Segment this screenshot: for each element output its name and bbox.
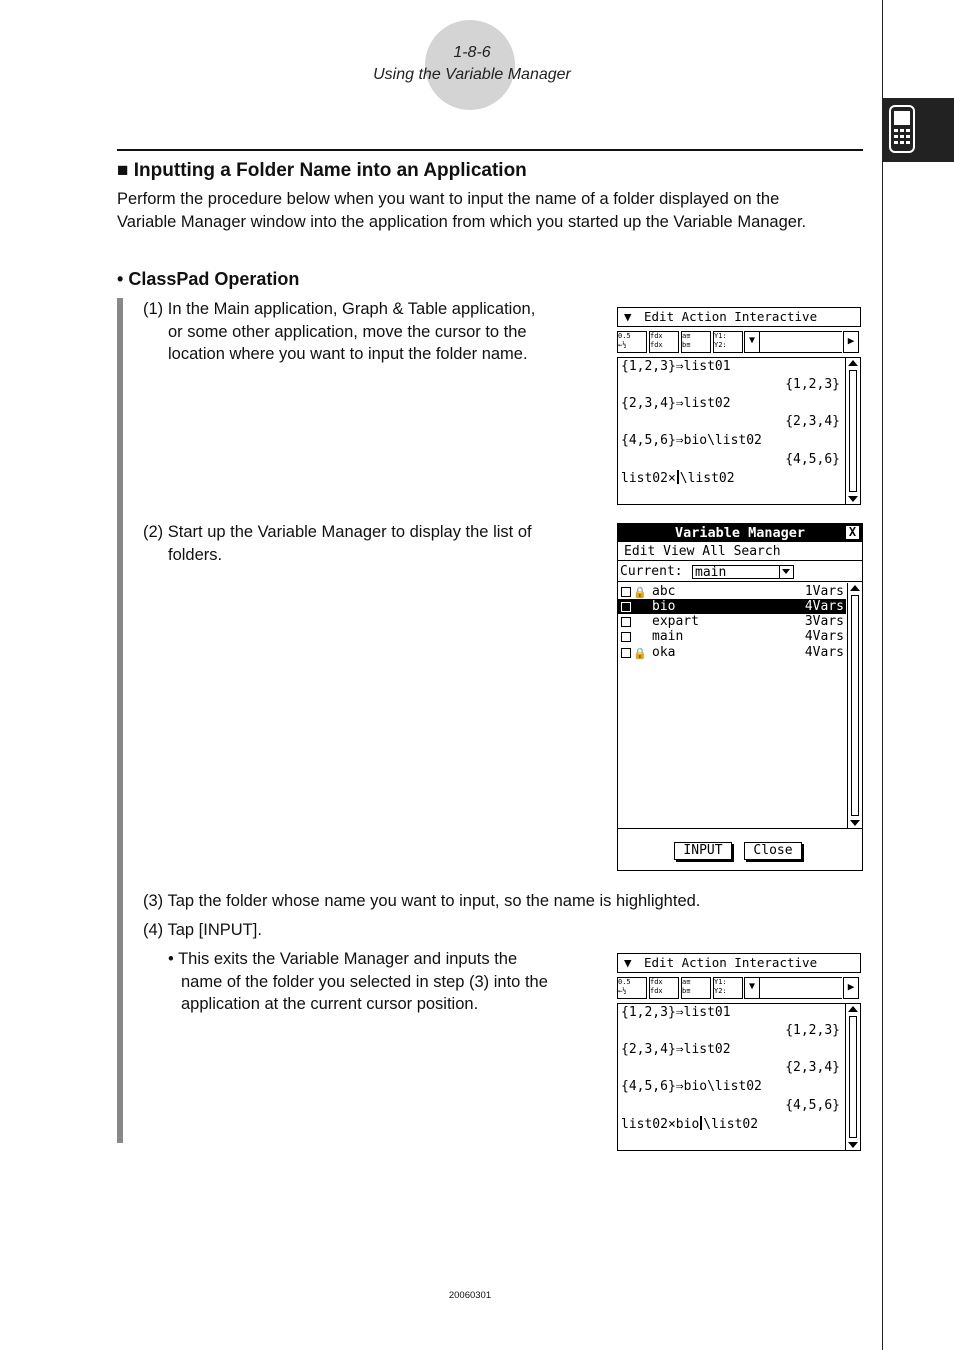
work-area[interactable]: {1,2,3}⇒list01 {1,2,3} {2,3,4}⇒list02 {2,3,4} {4,5,6}⇒bio\list02 {4,5,6} list02×bio \list02 bbox=[617, 1003, 861, 1151]
checkbox bbox=[621, 617, 631, 627]
dropdown-arrow-icon[interactable]: ▼ bbox=[744, 331, 760, 353]
heading-rule bbox=[117, 149, 863, 151]
step-1: (1) In the Main application, Graph & Table application, or some other application, move the cursor to the location where you want to input the folder name. bbox=[143, 300, 536, 363]
scrollbar[interactable] bbox=[847, 583, 862, 828]
list-item[interactable]: main 4Vars bbox=[618, 629, 846, 644]
close-icon[interactable]: X bbox=[846, 526, 859, 539]
menu-wedge-icon[interactable]: ▼ bbox=[624, 955, 632, 970]
page-number: 1-8-6 bbox=[453, 44, 491, 61]
section-title: Using the Variable Manager bbox=[373, 66, 571, 83]
integral-button[interactable]: fdx fdx bbox=[649, 331, 679, 353]
menu-bar[interactable]: ▼ Edit Action Interactive bbox=[617, 953, 861, 973]
lock-icon: 🔒 bbox=[633, 647, 647, 660]
operation-heading: • ClassPad Operation bbox=[117, 269, 300, 289]
screenshot-main-app-1 bbox=[617, 307, 863, 504]
input-line[interactable]: list02×bio \list02 bbox=[621, 1117, 759, 1132]
close-button[interactable]: Close bbox=[744, 842, 802, 860]
section-heading: ■ Inputting a Folder Name into an Application bbox=[117, 160, 527, 181]
current-folder-row: Current: main bbox=[618, 562, 862, 582]
scroll-down-icon bbox=[848, 496, 858, 502]
lock-icon: 🔒 bbox=[633, 586, 647, 599]
scroll-right-icon[interactable]: ▶ bbox=[843, 977, 859, 999]
fraction-toggle-button[interactable]: 0.5 ←½ bbox=[617, 331, 647, 353]
square-bullet-icon: ■ bbox=[117, 160, 129, 181]
scroll-up-icon bbox=[848, 360, 858, 366]
checkbox bbox=[621, 648, 631, 658]
scroll-up-icon bbox=[850, 585, 860, 591]
vm-menu-bar[interactable]: Edit View All Search bbox=[618, 543, 862, 561]
graph-button[interactable]: Y1: Y2: bbox=[713, 977, 743, 999]
scroll-down-icon bbox=[850, 820, 860, 826]
step-4: (4) Tap [INPUT]. bbox=[143, 921, 262, 939]
screenshot-variable-manager bbox=[617, 523, 863, 871]
scrollbar[interactable] bbox=[845, 1004, 860, 1150]
toolbar bbox=[617, 331, 862, 353]
assign-button[interactable]: a≡ b≡ bbox=[681, 977, 711, 999]
chevron-down-icon bbox=[779, 566, 793, 578]
folder-list bbox=[618, 583, 862, 829]
dropdown-arrow-icon[interactable]: ▼ bbox=[744, 977, 760, 999]
margin-line bbox=[882, 0, 883, 1350]
list-item[interactable]: 🔒 abc 1Vars bbox=[618, 584, 846, 599]
text-cursor bbox=[677, 470, 679, 484]
operation-sidebar bbox=[117, 298, 123, 1143]
menu-wedge-icon[interactable]: ▼ bbox=[624, 309, 632, 324]
scroll-right-icon[interactable]: ▶ bbox=[843, 331, 859, 353]
list-item[interactable]: expart 3Vars bbox=[618, 614, 846, 629]
step-3: (3) Tap the folder whose name you want to input, so the name is highlighted. bbox=[143, 892, 701, 910]
scrollbar[interactable] bbox=[845, 358, 860, 504]
screenshot-main-app-2 bbox=[617, 953, 863, 1150]
list-item[interactable]: 🔒 oka 4Vars bbox=[618, 645, 846, 660]
integral-button[interactable]: fdx fdx bbox=[649, 977, 679, 999]
chapter-tab bbox=[883, 98, 954, 162]
list-item-selected[interactable]: bio 4Vars bbox=[618, 599, 846, 614]
step-4-note: • This exits the Variable Manager and inputs the name of the folder you selected in step (3) into the application at the current cursor position. bbox=[168, 950, 548, 1013]
checkbox bbox=[621, 587, 631, 597]
footer-code: 20060301 bbox=[448, 1290, 492, 1301]
step-2: (2) Start up the Variable Manager to display the list of folders. bbox=[143, 523, 532, 564]
intro-paragraph: Perform the procedure below when you want to input the name of a folder displayed on the Variable Manager window into the application from which you started up the Variable Manager. bbox=[117, 190, 807, 231]
graph-button[interactable]: Y1: Y2: bbox=[713, 331, 743, 353]
scroll-up-icon bbox=[848, 1006, 858, 1012]
input-button[interactable]: INPUT bbox=[674, 842, 732, 860]
window-title: Variable Manager X bbox=[618, 524, 862, 542]
work-area[interactable]: {1,2,3}⇒list01 {1,2,3} {2,3,4}⇒list02 {2,3,4} {4,5,6}⇒bio\list02 {4,5,6} list02× \list02 bbox=[617, 357, 861, 505]
calculator-icon bbox=[887, 104, 919, 156]
assign-button[interactable]: a≡ b≡ bbox=[681, 331, 711, 353]
text-cursor bbox=[700, 1116, 702, 1130]
fraction-toggle-button[interactable]: 0.5 ←½ bbox=[617, 977, 647, 999]
toolbar bbox=[617, 977, 862, 999]
input-line[interactable]: list02× \list02 bbox=[621, 471, 735, 486]
checkbox bbox=[621, 632, 631, 642]
current-folder-select[interactable]: main bbox=[692, 565, 794, 579]
menu-bar[interactable]: ▼ Edit Action Interactive bbox=[617, 307, 861, 327]
checkbox bbox=[621, 602, 631, 612]
scroll-down-icon bbox=[848, 1142, 858, 1148]
header-circle bbox=[425, 20, 515, 110]
